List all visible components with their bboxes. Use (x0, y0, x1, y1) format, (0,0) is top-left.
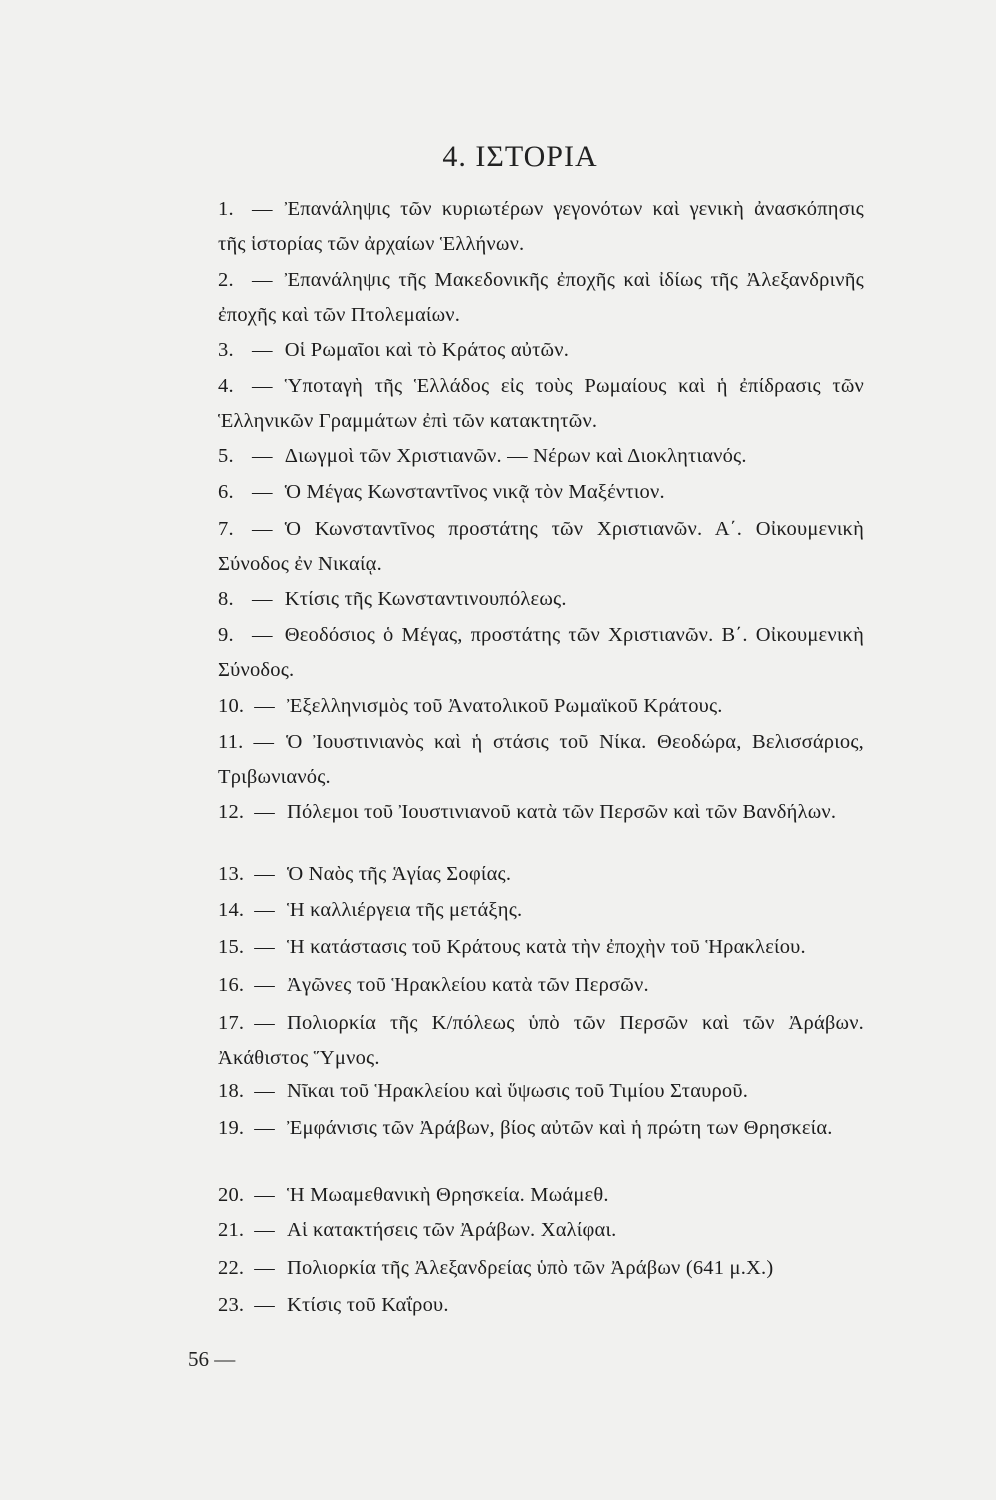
item-number: 1. (218, 198, 234, 220)
page-title: 4. ΙΣΤΟΡΙΑ (442, 140, 598, 173)
item-number: 21. (218, 1219, 245, 1241)
item-number: 6. (218, 481, 234, 503)
list-item: 22. — Πολιορκία τῆς Ἀλεξανδρείας ὑπὸ τῶν Ἀράβων (641 μ.Χ.) (172, 1251, 864, 1286)
item-number: 11. (218, 731, 244, 753)
item-text: Διωγμοὶ τῶν Χριστιανῶν. — Νέρων καὶ Διοκλητιανός. (284, 445, 747, 467)
item-text: Κτίσις τῆς Κωνσταντινουπόλεως. (284, 588, 567, 610)
list-item: 13. — Ὁ Ναὸς τῆς Ἁγίας Σοφίας. (172, 857, 864, 892)
list-item: 8. — Κτίσις τῆς Κωνσταντινουπόλεως. (172, 582, 864, 617)
item-number: 7. (218, 518, 234, 540)
item-text: Αἱ κατακτήσεις τῶν Ἀράβων. Χαλίφαι. (286, 1219, 617, 1241)
item-number: 22. (218, 1257, 245, 1279)
item-text: Κτίσις τοῦ Καΐρου. (286, 1294, 449, 1316)
item-text: Ἡ Μωαμεθανικὴ Θρησκεία. Μωάμεθ. (286, 1184, 609, 1206)
list-item: 4. — Ὑποταγὴ τῆς Ἑλλάδος εἰς τοὺς Ρωμαίους καὶ ἡ ἐπίδρασις τῶν Ἑλληνικῶν Γραμμάτων ἐπὶ τῶν κατακτητῶν. (172, 369, 864, 439)
item-text: Οἱ Ρωμαῖοι καὶ τὸ Κράτος αὐτῶν. (284, 339, 570, 361)
item-text: Ὁ Μέγας Κωνσταντῖνος νικᾷ τὸν Μαξέντιον. (284, 481, 665, 503)
list-item: 11. — Ὁ Ἰουστινιανὸς καὶ ἡ στάσις τοῦ Νίκα. Θεοδώρα, Βελισσάριος, Τριβωνιανός. (172, 725, 864, 795)
item-number: 13. (218, 863, 245, 885)
page-number: 56 — (188, 1347, 236, 1371)
list-item: 14. — Ἡ καλλιέργεια τῆς μετάξης. (172, 893, 864, 928)
item-number: 19. (218, 1117, 245, 1139)
list-item: 16. — Ἀγῶνες τοῦ Ἡρακλείου κατὰ τῶν Περσῶν. (172, 968, 864, 1003)
item-number: 2. (218, 269, 234, 291)
list-item: 23. — Κτίσις τοῦ Καΐρου. (172, 1288, 864, 1323)
item-text: Ὑποταγὴ τῆς Ἑλλάδος εἰς τοὺς Ρωμαίους καὶ ἡ ἐπίδρασις τῶν Ἑλληνικῶν Γραμμάτων ἐπὶ τῶν κατακτητῶν. (218, 375, 864, 432)
list-item: 21. — Αἱ κατακτήσεις τῶν Ἀράβων. Χαλίφαι. (172, 1213, 864, 1248)
item-number: 14. (218, 899, 245, 921)
item-text: Ὁ Ναὸς τῆς Ἁγίας Σοφίας. (286, 863, 512, 885)
item-text: Πόλεμοι τοῦ Ἰουστινιανοῦ κατὰ τῶν Περσῶν καὶ τῶν Βανδήλων. (286, 801, 837, 823)
list-item: 7. — Ὁ Κωνσταντῖνος προστάτης τῶν Χριστιανῶν. Α΄. Οἰκουμενικὴ Σύνοδος ἐν Νικαίᾳ. (172, 512, 864, 582)
list-item: 15. — Ἡ κατάστασις τοῦ Κράτους κατὰ τὴν ἐποχὴν τοῦ Ἡρακλείου. (172, 930, 864, 965)
item-text: Ἀγῶνες τοῦ Ἡρακλείου κατὰ τῶν Περσῶν. (286, 974, 649, 996)
item-number: 8. (218, 588, 234, 610)
item-text: Θεοδόσιος ὁ Μέγας, προστάτης τῶν Χριστιανῶν. Β΄. Οἰκουμενικὴ Σύνοδος. (218, 624, 864, 681)
item-text: Ὁ Κωνσταντῖνος προστάτης τῶν Χριστιανῶν. Α΄. Οἰκουμενικὴ Σύνοδος ἐν Νικαίᾳ. (218, 518, 864, 575)
item-number: 15. (218, 936, 245, 958)
list-item: 2. — Ἐπανάληψις τῆς Μακεδονικῆς ἐποχῆς καὶ ἰδίως τῆς Ἀλεξανδρινῆς ἐποχῆς καὶ τῶν Πτολεμαίων. (172, 263, 864, 333)
item-number: 5. (218, 445, 234, 467)
item-number: 18. (218, 1080, 245, 1102)
item-text: Ἐπανάληψις τῶν κυριωτέρων γεγονότων καὶ γενικὴ ἀνασκόπησις τῆς ἱστορίας τῶν ἀρχαίων Ἑλλήνων. (218, 198, 864, 255)
item-text: Ὁ Ἰουστινιανὸς καὶ ἡ στάσις τοῦ Νίκα. Θεοδώρα, Βελισσάριος, Τριβωνιανός. (218, 731, 864, 788)
item-number: 16. (218, 974, 245, 996)
list-item: 3. — Οἱ Ρωμαῖοι καὶ τὸ Κράτος αὐτῶν. (172, 333, 864, 368)
list-item: 1. — Ἐπανάληψις τῶν κυριωτέρων γεγονότων καὶ γενικὴ ἀνασκόπησις τῆς ἱστορίας τῶν ἀρχαίων Ἑλλήνων. (172, 192, 864, 262)
item-number: 10. (218, 695, 245, 717)
list-item: 19. — Ἐμφάνισις τῶν Ἀράβων, βίος αὐτῶν καὶ ἡ πρώτη των Θρησκεία. (172, 1111, 864, 1146)
item-text: Νῖκαι τοῦ Ἡρακλείου καὶ ὕψωσις τοῦ Τιμίου Σταυροῦ. (286, 1080, 749, 1102)
item-text: Ἐξελληνισμὸς τοῦ Ἀνατολικοῦ Ρωμαϊκοῦ Κράτους. (286, 695, 723, 717)
item-text: Ἡ καλλιέργεια τῆς μετάξης. (286, 899, 523, 921)
list-item: 17. — Πολιορκία τῆς Κ/πόλεως ὑπὸ τῶν Περσῶν καὶ τῶν Ἀράβων. Ἀκάθιστος Ὕμνος. (172, 1006, 864, 1076)
item-number: 4. (218, 375, 234, 397)
item-number: 12. (218, 801, 245, 823)
item-text: Ἐπανάληψις τῆς Μακεδονικῆς ἐποχῆς καὶ ἰδίως τῆς Ἀλεξανδρινῆς ἐποχῆς καὶ τῶν Πτολεμαίων. (218, 269, 864, 326)
list-item: 20. — Ἡ Μωαμεθανικὴ Θρησκεία. Μωάμεθ. (172, 1178, 864, 1213)
item-number: 3. (218, 339, 234, 361)
item-text: Ἐμφάνισις τῶν Ἀράβων, βίος αὐτῶν καὶ ἡ πρώτη των Θρησκεία. (286, 1117, 833, 1139)
item-number: 20. (218, 1184, 245, 1206)
list-item: 10. — Ἐξελληνισμὸς τοῦ Ἀνατολικοῦ Ρωμαϊκοῦ Κράτους. (172, 689, 864, 724)
item-text: Ἡ κατάστασις τοῦ Κράτους κατὰ τὴν ἐποχὴν τοῦ Ἡρακλείου. (286, 936, 806, 958)
list-item: 6. — Ὁ Μέγας Κωνσταντῖνος νικᾷ τὸν Μαξέντιον. (172, 475, 864, 510)
item-text: Πολιορκία τῆς Ἀλεξανδρείας ὑπὸ τῶν Ἀράβων (641 μ.Χ.) (286, 1257, 774, 1279)
item-number: 9. (218, 624, 234, 646)
item-number: 17. (218, 1012, 245, 1034)
item-text: Πολιορκία τῆς Κ/πόλεως ὑπὸ τῶν Περσῶν καὶ τῶν Ἀράβων. Ἀκάθιστος Ὕμνος. (218, 1012, 864, 1069)
item-number: 23. (218, 1294, 245, 1316)
list-item: 9. — Θεοδόσιος ὁ Μέγας, προστάτης τῶν Χριστιανῶν. Β΄. Οἰκουμενικὴ Σύνοδος. (172, 618, 864, 688)
list-item: 12. — Πόλεμοι τοῦ Ἰουστινιανοῦ κατὰ τῶν Περσῶν καὶ τῶν Βανδήλων. (172, 795, 864, 830)
list-item: 5. — Διωγμοὶ τῶν Χριστιανῶν. — Νέρων καὶ Διοκλητιανός. (172, 439, 864, 474)
list-item: 18. — Νῖκαι τοῦ Ἡρακλείου καὶ ὕψωσις τοῦ Τιμίου Σταυροῦ. (172, 1074, 864, 1109)
